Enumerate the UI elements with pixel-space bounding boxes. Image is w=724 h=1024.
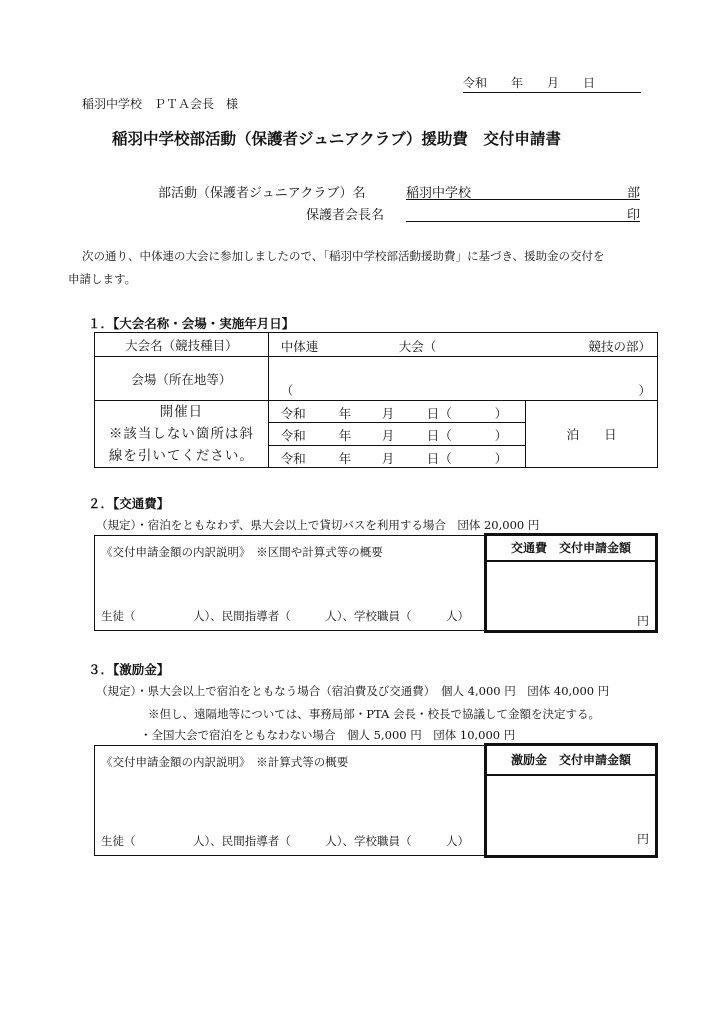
club-name-value: 稲羽中学校 xyxy=(406,186,472,201)
date-note-2: 線を引いてください。 xyxy=(108,448,254,464)
transport-detail-box[interactable] xyxy=(94,535,485,631)
event-name-field[interactable] xyxy=(268,333,657,357)
club-name-label: 部活動（保護者ジュニアクラブ）名 xyxy=(158,186,366,201)
section2-rule: （規定）・宿泊をともなわず、県大会以上で貸切バスを利用する場合 団体 20,000 円 xyxy=(96,518,540,532)
rep-name-label: 保護者会長名 xyxy=(306,208,385,223)
venue-label: 会場（所在地等） xyxy=(95,357,269,401)
transport-amount-title: 交通費 交付申請金額 xyxy=(487,536,655,562)
year-unit: 年 xyxy=(338,428,352,444)
encouragement-yen: 円 xyxy=(636,832,649,846)
day-unit: 日（ xyxy=(426,406,452,421)
date-row-1[interactable] xyxy=(268,401,525,423)
era: 令和 xyxy=(280,428,306,444)
stay-label: 泊 日 xyxy=(566,427,617,442)
day-unit: 日（ xyxy=(426,428,452,444)
section3-rule-1: （規定）・県大会以上で宿泊をともなう場合（宿泊費及び交通費） 個人 4,000 円 団体 40,000 円 xyxy=(96,684,610,698)
encouragement-people-line: 生徒（ 人）、民間指導者（ 人）、学校職員（ 人） xyxy=(101,834,469,848)
event-mid: 大会（ xyxy=(398,339,437,354)
venue-open: （ xyxy=(280,383,294,398)
month-unit: 月 xyxy=(381,428,395,444)
transport-yen: 円 xyxy=(636,614,649,628)
club-suffix: 部 xyxy=(626,186,640,201)
date-row-2[interactable] xyxy=(268,423,525,445)
section1-heading: １．【大会名称・会場・実施年月日】 xyxy=(88,316,295,331)
rep-name-field[interactable] xyxy=(406,204,640,222)
seal-mark: 印 xyxy=(626,208,640,223)
month-unit: 月 xyxy=(381,450,395,466)
event-suffix: 競技の部） xyxy=(588,339,651,354)
club-name-field[interactable] xyxy=(406,182,640,200)
encouragement-amount-title: 激励金 交付申請金額 xyxy=(487,746,655,776)
section2-heading: ２．【交通費】 xyxy=(88,496,170,511)
date-line: 令和 年 月 日 xyxy=(463,74,641,93)
transport-amount-box[interactable] xyxy=(484,533,658,633)
transport-people-line: 生徒（ 人）、民間指導者（ 人）、学校職員（ 人） xyxy=(101,609,469,623)
date-note-1: ※該当しない箇所は斜 xyxy=(108,426,254,442)
event-name-label: 大会名（競技種目） xyxy=(95,333,269,357)
addressee: 稲羽中学校 ＰＴＡ会長 様 xyxy=(82,97,239,111)
year-unit: 年 xyxy=(338,450,352,466)
year-unit: 年 xyxy=(338,406,352,421)
encouragement-amount-box[interactable] xyxy=(484,743,658,858)
transport-detail-note: 《交付申請金額の内訳説明》 ※区間や計算式等の概要 xyxy=(101,545,383,559)
section3-heading: ３．【激励金】 xyxy=(88,662,170,677)
day-unit: 日（ xyxy=(426,450,452,466)
close-paren: ） xyxy=(494,450,508,466)
section3-rule-2: ※但し、遠隔地等については、事務局部・PTA 会長・校長で協議して金額を決定する。 xyxy=(148,707,601,721)
event-table xyxy=(94,332,658,468)
stay-cell[interactable] xyxy=(526,401,658,468)
era: 令和 xyxy=(280,450,306,466)
close-paren: ） xyxy=(494,406,508,421)
month-unit: 月 xyxy=(381,406,395,421)
section3-rule-3: ・全国大会で宿泊をともなわない場合 個人 5,000 円 団体 10,000 円 xyxy=(140,728,516,742)
date-row-3[interactable] xyxy=(268,445,525,467)
encouragement-detail-note: 《交付申請金額の内訳説明》 ※計算式等の概要 xyxy=(101,755,349,769)
date-label: 開催日 xyxy=(159,404,204,420)
date-label-cell xyxy=(95,401,269,468)
venue-close: ） xyxy=(638,383,651,398)
intro-line-1: 次の通り、中体連の大会に参加しましたので、「稲羽中学校部活動援助費」に基づき、援助金の交付を xyxy=(82,249,605,263)
venue-field[interactable] xyxy=(268,357,657,401)
close-paren: ） xyxy=(494,428,508,444)
page-title: 稲羽中学校部活動（保護者ジュニアクラブ）援助費 交付申請書 xyxy=(112,130,561,148)
event-prefix: 中体連 xyxy=(280,339,319,354)
intro-line-2: 申請します。 xyxy=(68,272,137,286)
encouragement-detail-box[interactable] xyxy=(94,745,485,856)
era: 令和 xyxy=(280,406,306,421)
